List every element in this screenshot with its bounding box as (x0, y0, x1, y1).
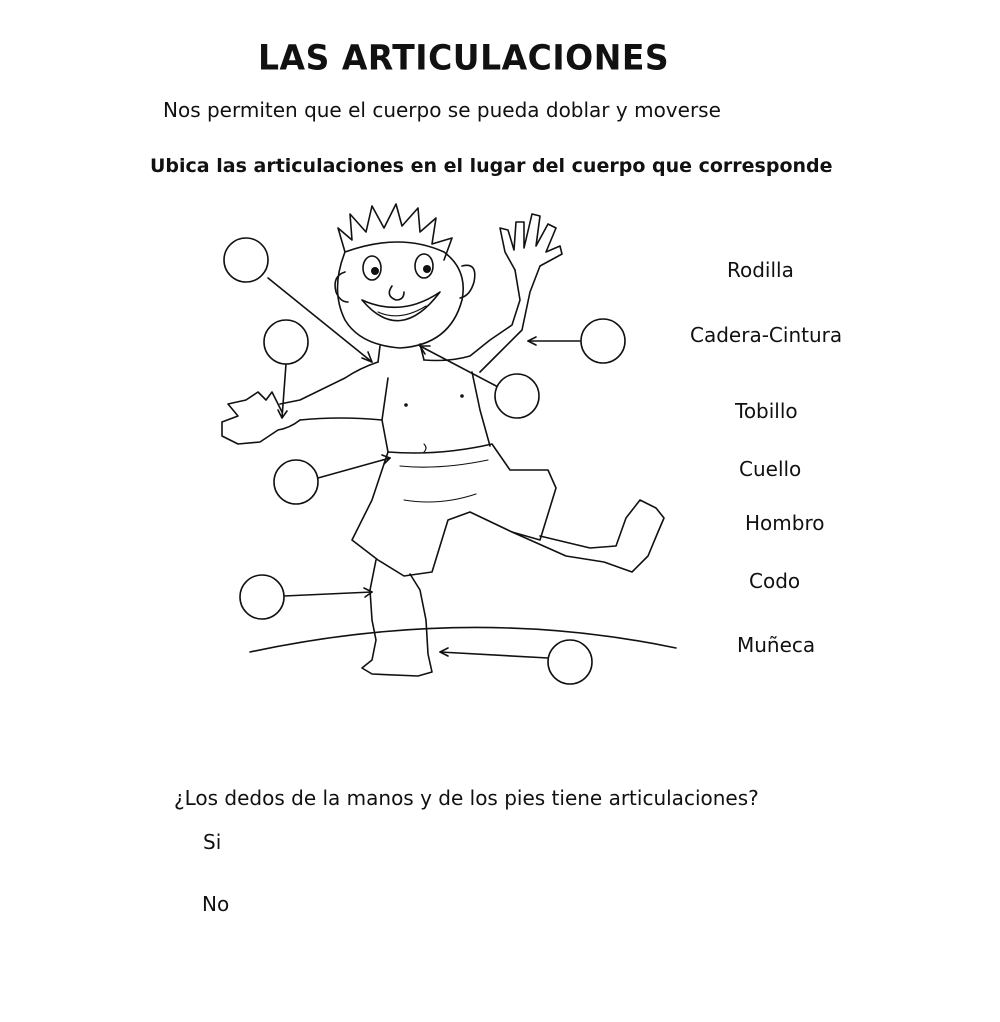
question-text: ¿Los dedos de la manos y de los pies tiene articulaciones? (174, 786, 759, 810)
drop-circle-elbow[interactable] (581, 319, 625, 363)
worksheet-title: LAS ARTICULACIONES (258, 37, 670, 78)
drop-circle-wrist[interactable] (264, 320, 308, 364)
word-cadera-cintura[interactable]: Cadera-Cintura (690, 323, 843, 347)
answer-no[interactable]: No (202, 892, 230, 916)
leader-lines (268, 278, 580, 658)
word-hombro[interactable]: Hombro (745, 511, 825, 535)
drop-circle-ankle[interactable] (548, 640, 592, 684)
answer-si[interactable]: Si (203, 830, 222, 854)
word-codo[interactable]: Codo (749, 569, 801, 593)
word-cuello[interactable]: Cuello (739, 457, 802, 481)
worksheet-subtitle: Nos permiten que el cuerpo se pueda doblar y moverse (163, 98, 721, 122)
ground-line (250, 627, 676, 652)
word-muneca[interactable]: Muñeca (737, 633, 816, 657)
drop-circle-shoulder[interactable] (495, 374, 539, 418)
drop-circle-neck[interactable] (224, 238, 268, 282)
drop-circle-hip[interactable] (274, 460, 318, 504)
boy-body-outline-icon (222, 204, 664, 676)
worksheet-instruction: Ubica las articulaciones en el lugar del cuerpo que corresponde (150, 155, 833, 177)
drop-circle-knee[interactable] (240, 575, 284, 619)
word-rodilla[interactable]: Rodilla (727, 258, 794, 282)
word-tobillo[interactable]: Tobillo (735, 399, 798, 423)
